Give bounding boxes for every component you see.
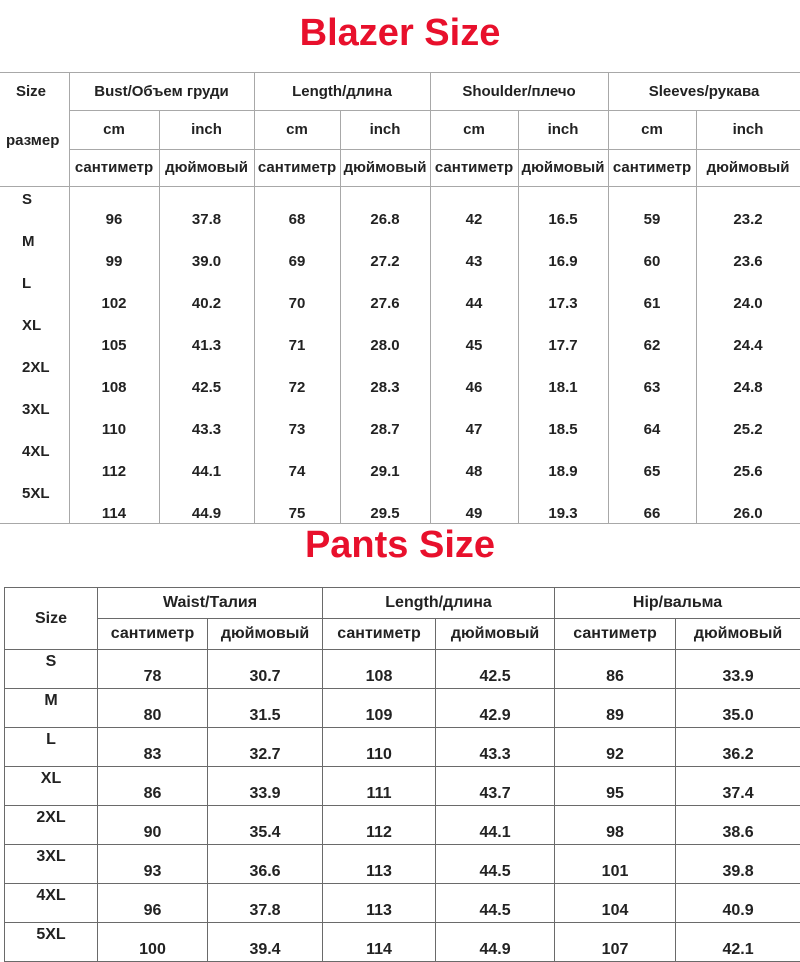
group-header-length: Length/длина (254, 73, 430, 111)
value-cell: 107 (555, 923, 676, 962)
size-cell: 2XL (0, 355, 69, 397)
value-cell: 114 (323, 923, 436, 962)
size-cell: L (5, 728, 98, 767)
size-cell: XL (0, 313, 69, 355)
value-cell: 16.5 (518, 186, 608, 229)
value-cell: 75 (254, 481, 340, 524)
unit-cm-ru: сантиметр (555, 619, 676, 650)
value-cell: 99 (69, 229, 159, 271)
value-cell: 39.4 (208, 923, 323, 962)
value-cell: 42.1 (676, 923, 800, 962)
size-cell: 3XL (0, 397, 69, 439)
value-cell: 45 (430, 313, 518, 355)
table-row (5, 884, 800, 923)
unit-cm-ru: сантиметр (69, 149, 159, 186)
value-cell: 72 (254, 355, 340, 397)
value-cell: 44.9 (159, 481, 254, 524)
value-cell: 38.6 (676, 806, 800, 845)
unit-inch: inch (159, 111, 254, 149)
size-cell: M (5, 689, 98, 728)
value-cell: 43.7 (436, 767, 555, 806)
value-cell: 65 (608, 439, 696, 481)
value-cell: 42 (430, 186, 518, 229)
value-cell: 70 (254, 271, 340, 313)
value-cell: 28.7 (340, 397, 430, 439)
pants-size-title: Pants Size (0, 526, 800, 564)
value-cell: 33.9 (208, 767, 323, 806)
value-cell: 39.8 (676, 845, 800, 884)
value-cell: 18.9 (518, 439, 608, 481)
value-cell: 33.9 (676, 650, 800, 689)
value-cell: 46 (430, 355, 518, 397)
value-cell: 47 (430, 397, 518, 439)
value-cell: 35.0 (676, 689, 800, 728)
table-row (0, 397, 800, 439)
value-cell: 32.7 (208, 728, 323, 767)
table-row (0, 481, 800, 524)
value-cell: 102 (69, 271, 159, 313)
value-cell: 41.3 (159, 313, 254, 355)
size-cell: 4XL (0, 439, 69, 481)
unit-cm-ru: сантиметр (430, 149, 518, 186)
value-cell: 64 (608, 397, 696, 439)
value-cell: 24.8 (696, 355, 800, 397)
table-row (0, 186, 800, 229)
value-cell: 96 (98, 884, 208, 923)
unit-inch-ru: дюймовый (518, 149, 608, 186)
value-cell: 43 (430, 229, 518, 271)
value-cell: 110 (323, 728, 436, 767)
value-cell: 101 (555, 845, 676, 884)
value-cell: 69 (254, 229, 340, 271)
value-cell: 49 (430, 481, 518, 524)
table-row (0, 313, 800, 355)
value-cell: 44.1 (159, 439, 254, 481)
value-cell: 37.4 (676, 767, 800, 806)
value-cell: 113 (323, 845, 436, 884)
unit-cm-ru: сантиметр (254, 149, 340, 186)
value-cell: 44.9 (436, 923, 555, 962)
value-cell: 83 (98, 728, 208, 767)
value-cell: 19.3 (518, 481, 608, 524)
value-cell: 17.7 (518, 313, 608, 355)
unit-inch-ru: дюймовый (696, 149, 800, 186)
unit-cm: cm (608, 111, 696, 149)
value-cell: 29.5 (340, 481, 430, 524)
value-cell: 43.3 (159, 397, 254, 439)
value-cell: 114 (69, 481, 159, 524)
unit-cm-ru: сантиметр (608, 149, 696, 186)
blazer-size-title: Blazer Size (0, 14, 800, 52)
value-cell: 78 (98, 650, 208, 689)
unit-inch-ru: дюймовый (340, 149, 430, 186)
size-header-ru: размер (0, 132, 69, 149)
table-row (0, 271, 800, 313)
size-cell: 5XL (5, 923, 98, 962)
size-cell: S (5, 650, 98, 689)
group-header-length: Length/длина (323, 588, 555, 619)
value-cell: 26.8 (340, 186, 430, 229)
unit-cm-ru: сантиметр (323, 619, 436, 650)
value-cell: 96 (69, 186, 159, 229)
size-cell: M (0, 229, 69, 271)
value-cell: 90 (98, 806, 208, 845)
value-cell: 37.8 (208, 884, 323, 923)
group-header-shoulder: Shoulder/плечо (430, 73, 608, 111)
value-cell: 105 (69, 313, 159, 355)
unit-cm: cm (254, 111, 340, 149)
table-row (5, 650, 800, 689)
value-cell: 27.6 (340, 271, 430, 313)
value-cell: 112 (69, 439, 159, 481)
value-cell: 24.4 (696, 313, 800, 355)
value-cell: 59 (608, 186, 696, 229)
size-header-cell (0, 73, 69, 150)
table-row (5, 845, 800, 884)
value-cell: 23.6 (696, 229, 800, 271)
unit-cm: cm (69, 111, 159, 149)
size-cell: L (0, 271, 69, 313)
value-cell: 86 (555, 650, 676, 689)
value-cell: 73 (254, 397, 340, 439)
value-cell: 25.2 (696, 397, 800, 439)
value-cell: 86 (98, 767, 208, 806)
size-header-spacer (0, 149, 69, 186)
value-cell: 28.0 (340, 313, 430, 355)
value-cell: 42.9 (436, 689, 555, 728)
value-cell: 89 (555, 689, 676, 728)
value-cell: 80 (98, 689, 208, 728)
value-cell: 44.1 (436, 806, 555, 845)
size-cell: S (0, 186, 69, 229)
value-cell: 93 (98, 845, 208, 884)
value-cell: 109 (323, 689, 436, 728)
value-cell: 63 (608, 355, 696, 397)
size-cell: 4XL (5, 884, 98, 923)
value-cell: 28.3 (340, 355, 430, 397)
unit-inch-ru: дюймовый (436, 619, 555, 650)
unit-cm-ru: сантиметр (98, 619, 208, 650)
table-row (0, 229, 800, 271)
size-header: Size (0, 83, 69, 100)
value-cell: 66 (608, 481, 696, 524)
value-cell: 27.2 (340, 229, 430, 271)
table-row (5, 806, 800, 845)
value-cell: 35.4 (208, 806, 323, 845)
value-cell: 108 (69, 355, 159, 397)
table-row (5, 728, 800, 767)
value-cell: 61 (608, 271, 696, 313)
size-header: Size (5, 588, 98, 650)
unit-inch: inch (696, 111, 800, 149)
value-cell: 100 (98, 923, 208, 962)
group-header-sleeves: Sleeves/рукава (608, 73, 800, 111)
value-cell: 68 (254, 186, 340, 229)
value-cell: 30.7 (208, 650, 323, 689)
value-cell: 44.5 (436, 884, 555, 923)
value-cell: 23.2 (696, 186, 800, 229)
blazer-size-table (0, 72, 800, 524)
unit-inch-ru: дюймовый (676, 619, 800, 650)
value-cell: 112 (323, 806, 436, 845)
value-cell: 95 (555, 767, 676, 806)
value-cell: 108 (323, 650, 436, 689)
value-cell: 48 (430, 439, 518, 481)
size-cell: 5XL (0, 481, 69, 524)
value-cell: 17.3 (518, 271, 608, 313)
table-row (5, 689, 800, 728)
unit-inch: inch (518, 111, 608, 149)
value-cell: 60 (608, 229, 696, 271)
value-cell: 98 (555, 806, 676, 845)
unit-cm: cm (430, 111, 518, 149)
value-cell: 26.0 (696, 481, 800, 524)
table-row (5, 923, 800, 962)
table-row (0, 439, 800, 481)
size-cell: 2XL (5, 806, 98, 845)
value-cell: 24.0 (696, 271, 800, 313)
value-cell: 18.5 (518, 397, 608, 439)
value-cell: 111 (323, 767, 436, 806)
value-cell: 31.5 (208, 689, 323, 728)
value-cell: 62 (608, 313, 696, 355)
value-cell: 39.0 (159, 229, 254, 271)
group-header-waist: Waist/Талия (98, 588, 323, 619)
value-cell: 16.9 (518, 229, 608, 271)
group-header-bust: Bust/Объем груди (69, 73, 254, 111)
size-cell: 3XL (5, 845, 98, 884)
value-cell: 36.6 (208, 845, 323, 884)
size-cell: XL (5, 767, 98, 806)
group-header-hip: Hip/вальма (555, 588, 800, 619)
value-cell: 44 (430, 271, 518, 313)
table-row (5, 767, 800, 806)
unit-inch: inch (340, 111, 430, 149)
value-cell: 37.8 (159, 186, 254, 229)
value-cell: 113 (323, 884, 436, 923)
pants-size-table (4, 587, 800, 962)
value-cell: 29.1 (340, 439, 430, 481)
value-cell: 71 (254, 313, 340, 355)
value-cell: 44.5 (436, 845, 555, 884)
value-cell: 43.3 (436, 728, 555, 767)
unit-inch-ru: дюймовый (159, 149, 254, 186)
unit-inch-ru: дюймовый (208, 619, 323, 650)
value-cell: 42.5 (436, 650, 555, 689)
value-cell: 40.9 (676, 884, 800, 923)
value-cell: 92 (555, 728, 676, 767)
value-cell: 25.6 (696, 439, 800, 481)
value-cell: 74 (254, 439, 340, 481)
value-cell: 104 (555, 884, 676, 923)
table-row (0, 355, 800, 397)
value-cell: 40.2 (159, 271, 254, 313)
value-cell: 42.5 (159, 355, 254, 397)
value-cell: 110 (69, 397, 159, 439)
value-cell: 36.2 (676, 728, 800, 767)
value-cell: 18.1 (518, 355, 608, 397)
